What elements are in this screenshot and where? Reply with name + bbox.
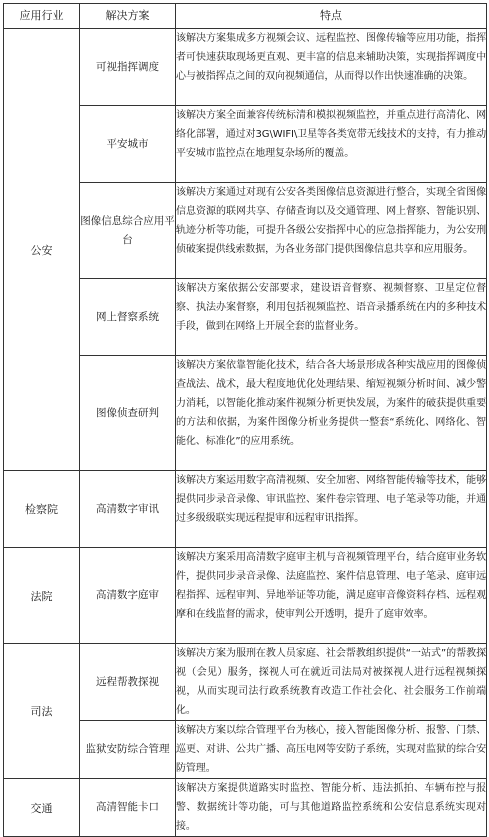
feature-cell: 该解决方案提供道路实时监控、智能分析、违法抓拍、车辆布控与报警、数据统计等功能，可与其他道路监控系统和公安信息系统实现对接。 (176, 779, 487, 837)
header-industry: 应用行业 (4, 4, 80, 29)
feature-cell: 该解决方案采用高清数字庭审主机与音视频管理平台，结合庭审业务软件，提供同步录音录像、法庭监控、案件信息管理、电子笔录、庭审远程指挥、远程审判、异地举证等功能，满足庭审音像资料存档、远程观摩和在线监督的需求，使审判公开透明，提升了庭审效率。 (176, 548, 487, 644)
feature-cell: 该解决方案以综合管理平台为核心，接入智能图像分析、报警、门禁、巡更、对讲、公共广播、高压电网等安防子系统，实现对监狱的综合安防管理。 (176, 721, 487, 779)
industry-cell-police: 公安 (4, 29, 80, 471)
solution-cell: 网上督察系统 (80, 279, 176, 356)
solution-cell: 图像侦查研判 (80, 356, 176, 471)
feature-cell: 该解决方案通过对现有公安各类图像信息资源进行整合，实现全省图像信息资源的联网共享、存储查询以及交通管理、网上督察、智能识别、轨迹分析等功能，可提升各级公安指挥中心的应急指挥能力，为公安刑侦破案提供线索数据，为各业务部门提供图像信息共享和应用服务。 (176, 183, 487, 279)
industry-cell-justice: 司法 (4, 644, 80, 779)
feature-cell: 该解决方案依据公安部要求，建设语音督察、视频督察、卫星定位督察、执法办案督察，利用包括视频监控、语音录播系统在内的多种技术手段，做到在网络上开展全套的监督业务。 (176, 279, 487, 356)
solution-cell: 高清智能卡口 (80, 779, 176, 837)
industry-cell-traffic: 交通 (4, 779, 80, 837)
solution-cell: 平安城市 (80, 106, 176, 183)
feature-cell: 该解决方案全面兼容传统标清和模拟视频监控，并重点进行高清化、网络化部署，通过对3G\WIFI\卫星等各类宽带无线技术的支持，有力推动平安城市监控点在地理复杂场所的覆盖。 (176, 106, 487, 183)
solution-cell: 可视指挥调度 (80, 29, 176, 106)
solution-cell: 监狱安防综合管理 (80, 721, 176, 779)
table-row (4, 548, 487, 644)
header-feature: 特点 (176, 4, 487, 29)
industry-cell-procuratorate: 检察院 (4, 471, 80, 548)
header-solution: 解决方案 (80, 4, 176, 29)
table-row (4, 471, 487, 548)
feature-cell: 该解决方案依靠智能化技术，结合各大场景形成各种实战应用的图像侦查战法、战术，最大程度地优化处理结果、缩短视频分析时间、减少警力消耗，以智能化推动案件视频分析更快发展，为案件的破获提供重要的方法和依据，为案件图像分析业务提供一整套“系统化、网络化、智能化、标准化”的应用系统。 (176, 356, 487, 471)
solutions-table (3, 3, 487, 837)
solution-cell: 远程帮教探视 (80, 644, 176, 721)
solution-cell: 图像信息综合应用平台 (80, 183, 176, 279)
solution-cell: 高清数字庭审 (80, 548, 176, 644)
feature-cell: 该解决方案运用数字高清视频、安全加密、网络智能传输等技术，能够提供同步录音录像、审讯监控、案件卷宗管理、电子笔录等功能，并通过多级级联实现远程提审和远程审讯指挥。 (176, 471, 487, 548)
industry-cell-court: 法院 (4, 548, 80, 644)
header-row (4, 4, 487, 29)
table-row (4, 644, 487, 721)
solution-cell: 高清数字审讯 (80, 471, 176, 548)
feature-cell: 该解决方案集成多方视频会议、远程监控、图像传输等应用功能，指挥者可快速获取现场更直观、更丰富的信息来辅助决策，实现指挥调度中心与被指挥点之间的双向视频通信，从而得以作出快速准确的决策。 (176, 29, 487, 106)
table-row (4, 29, 487, 106)
feature-cell: 该解决方案为服刑在教人员家庭、社会帮教组织提供“一站式”的帮教探视（会见）服务，探视人可在就近司法局对被探视人进行远程视频探视，从而实现司法行政系统教育改造工作社会化、社会服务工作前端化。 (176, 644, 487, 721)
table-row (4, 779, 487, 837)
